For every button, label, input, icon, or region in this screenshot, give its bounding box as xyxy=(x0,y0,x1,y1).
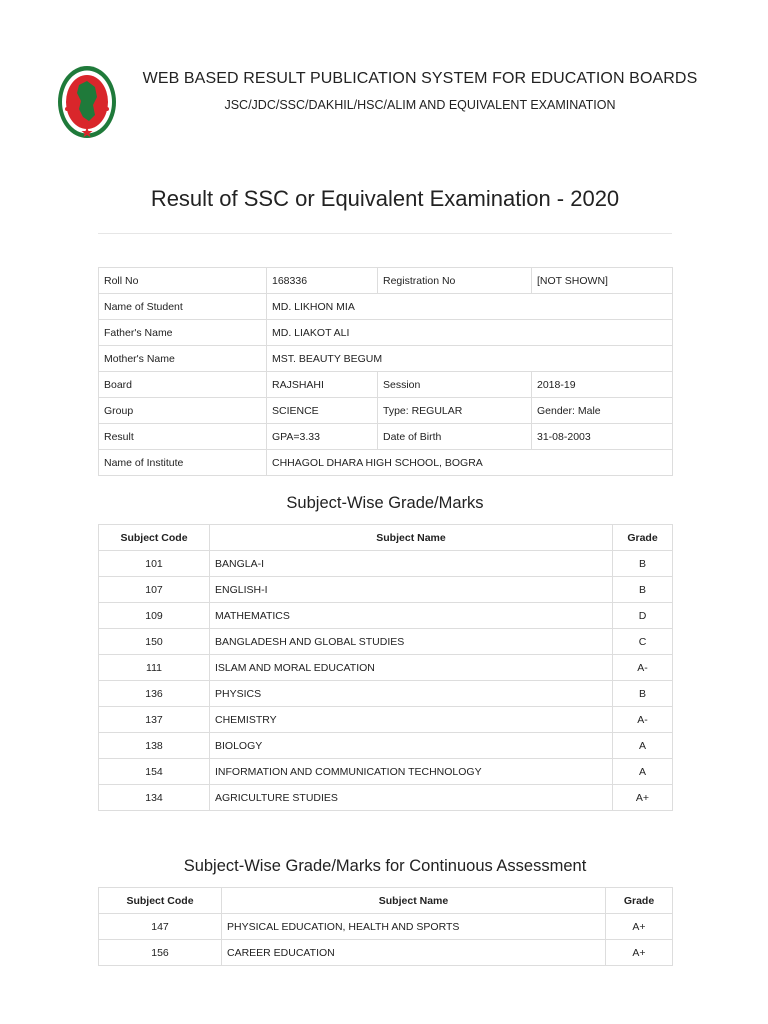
subject-code: 154 xyxy=(99,759,210,785)
type-value: Type: REGULAR xyxy=(378,398,532,424)
mother-name-value: MST. BEAUTY BEGUM xyxy=(267,346,673,372)
subject-name: AGRICULTURE STUDIES xyxy=(210,785,613,811)
subject-grades-table xyxy=(98,524,673,811)
subject-name: CHEMISTRY xyxy=(210,707,613,733)
subject-name: CAREER EDUCATION xyxy=(222,940,606,966)
subject-code: 107 xyxy=(99,577,210,603)
continuous-assessment-table xyxy=(98,887,673,966)
registration-value: [NOT SHOWN] xyxy=(532,268,673,294)
government-seal-icon xyxy=(57,65,117,139)
table-row xyxy=(99,450,673,476)
session-label: Session xyxy=(378,372,532,398)
table-row xyxy=(99,707,673,733)
table-row xyxy=(99,577,673,603)
subject-code: 137 xyxy=(99,707,210,733)
subject-grade: A+ xyxy=(613,785,673,811)
continuous-assessment-heading: Subject-Wise Grade/Marks for Continuous Assessment xyxy=(183,857,587,875)
subject-name: PHYSICAL EDUCATION, HEALTH AND SPORTS xyxy=(222,914,606,940)
table-row xyxy=(99,398,673,424)
session-value: 2018-19 xyxy=(532,372,673,398)
subject-grade: B xyxy=(613,577,673,603)
column-header-grade: Grade xyxy=(613,525,673,551)
dob-label: Date of Birth xyxy=(378,424,532,450)
board-label: Board xyxy=(99,372,267,398)
table-row xyxy=(99,372,673,398)
subject-code: 156 xyxy=(99,940,222,966)
site-subtitle: JSC/JDC/SSC/DAKHIL/HSC/ALIM AND EQUIVALENT EXAMINATION xyxy=(224,98,616,112)
result-value: GPA=3.33 xyxy=(267,424,378,450)
subject-grade: A xyxy=(613,733,673,759)
subject-code: 111 xyxy=(99,655,210,681)
divider xyxy=(98,233,672,234)
column-header-code: Subject Code xyxy=(99,525,210,551)
institute-label: Name of Institute xyxy=(99,450,267,476)
board-value: RAJSHAHI xyxy=(267,372,378,398)
student-name-label: Name of Student xyxy=(99,294,267,320)
subject-grade: A- xyxy=(613,707,673,733)
table-header-row xyxy=(99,525,673,551)
column-header-grade: Grade xyxy=(606,888,673,914)
dob-value: 31-08-2003 xyxy=(532,424,673,450)
table-row xyxy=(99,424,673,450)
subject-grade: D xyxy=(613,603,673,629)
table-row xyxy=(99,320,673,346)
institute-value: CHHAGOL DHARA HIGH SCHOOL, BOGRA xyxy=(267,450,673,476)
table-header-row xyxy=(99,888,673,914)
subject-name: BANGLADESH AND GLOBAL STUDIES xyxy=(210,629,613,655)
subject-name: ENGLISH-I xyxy=(210,577,613,603)
site-title: WEB BASED RESULT PUBLICATION SYSTEM FOR EDUCATION BOARDS xyxy=(142,70,698,87)
subject-name: ISLAM AND MORAL EDUCATION xyxy=(210,655,613,681)
father-name-value: MD. LIAKOT ALI xyxy=(267,320,673,346)
page-title: Result of SSC or Equivalent Examination - 2020 xyxy=(150,186,620,211)
subject-name: BIOLOGY xyxy=(210,733,613,759)
column-header-name: Subject Name xyxy=(210,525,613,551)
table-row xyxy=(99,655,673,681)
roll-value: 168336 xyxy=(267,268,378,294)
subject-grade: A xyxy=(613,759,673,785)
subject-code: 150 xyxy=(99,629,210,655)
subject-name: PHYSICS xyxy=(210,681,613,707)
subject-grade: C xyxy=(613,629,673,655)
table-row xyxy=(99,294,673,320)
column-header-code: Subject Code xyxy=(99,888,222,914)
subject-grade: A- xyxy=(613,655,673,681)
roll-label: Roll No xyxy=(99,268,267,294)
subject-code: 136 xyxy=(99,681,210,707)
father-name-label: Father's Name xyxy=(99,320,267,346)
table-row xyxy=(99,346,673,372)
table-row xyxy=(99,551,673,577)
table-row xyxy=(99,733,673,759)
gender-value: Gender: Male xyxy=(532,398,673,424)
table-row xyxy=(99,940,673,966)
subject-grade: A+ xyxy=(606,940,673,966)
subject-code: 109 xyxy=(99,603,210,629)
subject-code: 101 xyxy=(99,551,210,577)
subject-grade: A+ xyxy=(606,914,673,940)
subject-code: 138 xyxy=(99,733,210,759)
table-row xyxy=(99,785,673,811)
result-label: Result xyxy=(99,424,267,450)
table-row xyxy=(99,914,673,940)
group-label: Group xyxy=(99,398,267,424)
subject-name: MATHEMATICS xyxy=(210,603,613,629)
subject-grade: B xyxy=(613,551,673,577)
subject-name: BANGLA-I xyxy=(210,551,613,577)
group-value: SCIENCE xyxy=(267,398,378,424)
subject-code: 147 xyxy=(99,914,222,940)
table-row xyxy=(99,759,673,785)
table-row xyxy=(99,629,673,655)
registration-label: Registration No xyxy=(378,268,532,294)
subject-grades-heading: Subject-Wise Grade/Marks xyxy=(286,494,484,512)
student-name-value: MD. LIKHON MIA xyxy=(267,294,673,320)
column-header-name: Subject Name xyxy=(222,888,606,914)
table-row xyxy=(99,681,673,707)
student-info-table xyxy=(98,267,673,476)
table-row xyxy=(99,268,673,294)
table-row xyxy=(99,603,673,629)
subject-grade: B xyxy=(613,681,673,707)
subject-name: INFORMATION AND COMMUNICATION TECHNOLOGY xyxy=(210,759,613,785)
mother-name-label: Mother's Name xyxy=(99,346,267,372)
subject-code: 134 xyxy=(99,785,210,811)
